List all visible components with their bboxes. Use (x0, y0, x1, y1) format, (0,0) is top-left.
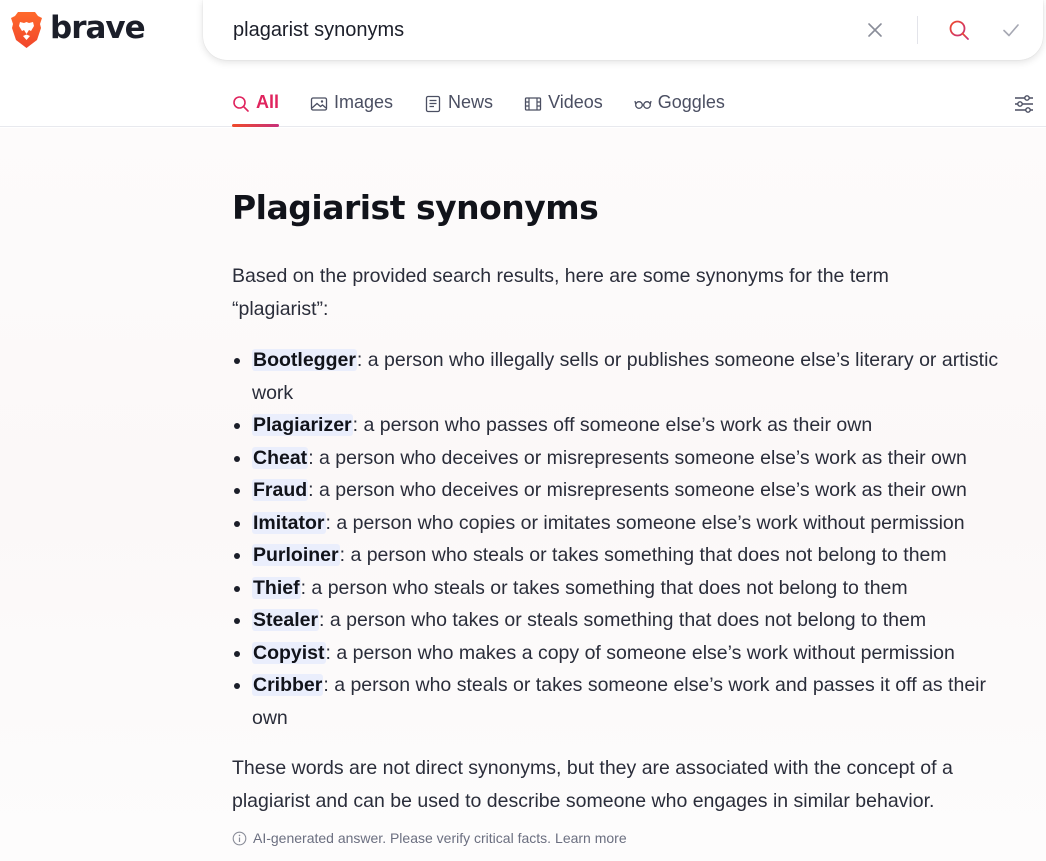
tab-label: Videos (548, 92, 603, 112)
film-icon (524, 95, 542, 113)
synonym-definition: : a person who makes a copy of someone else’s work without permission (325, 641, 955, 664)
synonym-definition: : a person who deceives or misrepresents someone else’s work as their own (308, 479, 967, 501)
list-item (232, 344, 1022, 409)
tab-label: Goggles (657, 92, 725, 112)
list-item (232, 507, 1022, 540)
list-item (232, 474, 1022, 507)
search-tabs (232, 92, 756, 127)
list-item (232, 442, 1022, 475)
ai-disclaimer (232, 830, 1022, 846)
image-icon (310, 95, 328, 113)
synonym-term[interactable]: Plagiarizer (253, 414, 352, 436)
synonym-term[interactable]: Imitator (253, 511, 325, 534)
news-icon (424, 95, 442, 113)
synonym-definition: : a person who steals or takes someone else’s work and passes it off as their own (252, 674, 986, 729)
answer-conclusion: These words are not direct synonyms, but they are associated with the concept of a plagiarist and can be used to describe someone who engages in similar behavior. (232, 757, 953, 812)
tab-label: All (256, 92, 280, 112)
synonym-definition: : a person who deceives or misrepresents someone else’s work as their own (308, 446, 967, 469)
info-icon (232, 831, 247, 846)
search-divider (917, 16, 918, 44)
check-icon[interactable] (999, 18, 1023, 42)
tab-label: News (448, 92, 494, 112)
synonym-term[interactable]: Copyist (253, 641, 325, 664)
synonym-definition: : a person who takes or steals something that does not belong to them (319, 609, 927, 631)
top-bar (0, 0, 1046, 127)
list-item (232, 637, 1022, 670)
synonym-term[interactable]: Cheat (253, 446, 308, 469)
synonym-definition: : a person who illegally sells or publishes someone else’s literary or artistic work (252, 349, 999, 404)
search-input[interactable] (233, 14, 833, 46)
list-item (232, 409, 1022, 442)
synonym-term[interactable]: Purloiner (253, 544, 339, 566)
list-item (232, 604, 1022, 637)
tab-images[interactable] (310, 92, 393, 127)
synonym-list (232, 344, 1022, 734)
answer-intro: Based on the provided search results, here are some synonyms for the term “plagiarist”: (232, 265, 889, 320)
synonym-definition: : a person who passes off someone else’s work as their own (352, 414, 873, 436)
synonym-term[interactable]: Stealer (253, 609, 319, 631)
brand-name: brave (50, 10, 145, 46)
close-icon[interactable] (863, 18, 887, 42)
list-item (232, 669, 1022, 734)
tab-label: Images (334, 92, 394, 112)
results-area (0, 128, 1046, 861)
learn-more-link[interactable]: Learn more (555, 830, 627, 846)
ai-answer (232, 188, 1022, 846)
tab-all[interactable] (232, 92, 279, 127)
disclaimer-text: AI-generated answer. Please verify critical facts. (253, 830, 552, 846)
brave-logo[interactable] (10, 10, 145, 50)
synonym-definition: : a person who copies or imitates someone else’s work without permission (325, 511, 965, 534)
synonym-term[interactable]: Thief (253, 576, 300, 599)
synonym-definition: : a person who steals or takes something that does not belong to them (300, 576, 908, 599)
tab-videos[interactable] (524, 92, 603, 127)
search-icon[interactable] (947, 18, 971, 42)
tab-news[interactable] (424, 92, 493, 127)
answer-title: Plagiarist synonyms (232, 188, 599, 227)
synonym-term[interactable]: Fraud (253, 479, 308, 501)
search-icon (232, 95, 250, 113)
tab-goggles[interactable] (634, 92, 725, 127)
search-box (203, 0, 1043, 60)
synonym-definition: : a person who steals or takes something that does not belong to them (339, 544, 947, 566)
list-item (232, 572, 1022, 605)
list-item (232, 539, 1022, 572)
synonym-term[interactable]: Cribber (253, 674, 323, 696)
synonym-term[interactable]: Bootlegger (253, 349, 356, 371)
sliders-icon[interactable] (1013, 93, 1035, 115)
brave-lion-icon (10, 10, 43, 50)
goggles-icon (634, 95, 652, 113)
